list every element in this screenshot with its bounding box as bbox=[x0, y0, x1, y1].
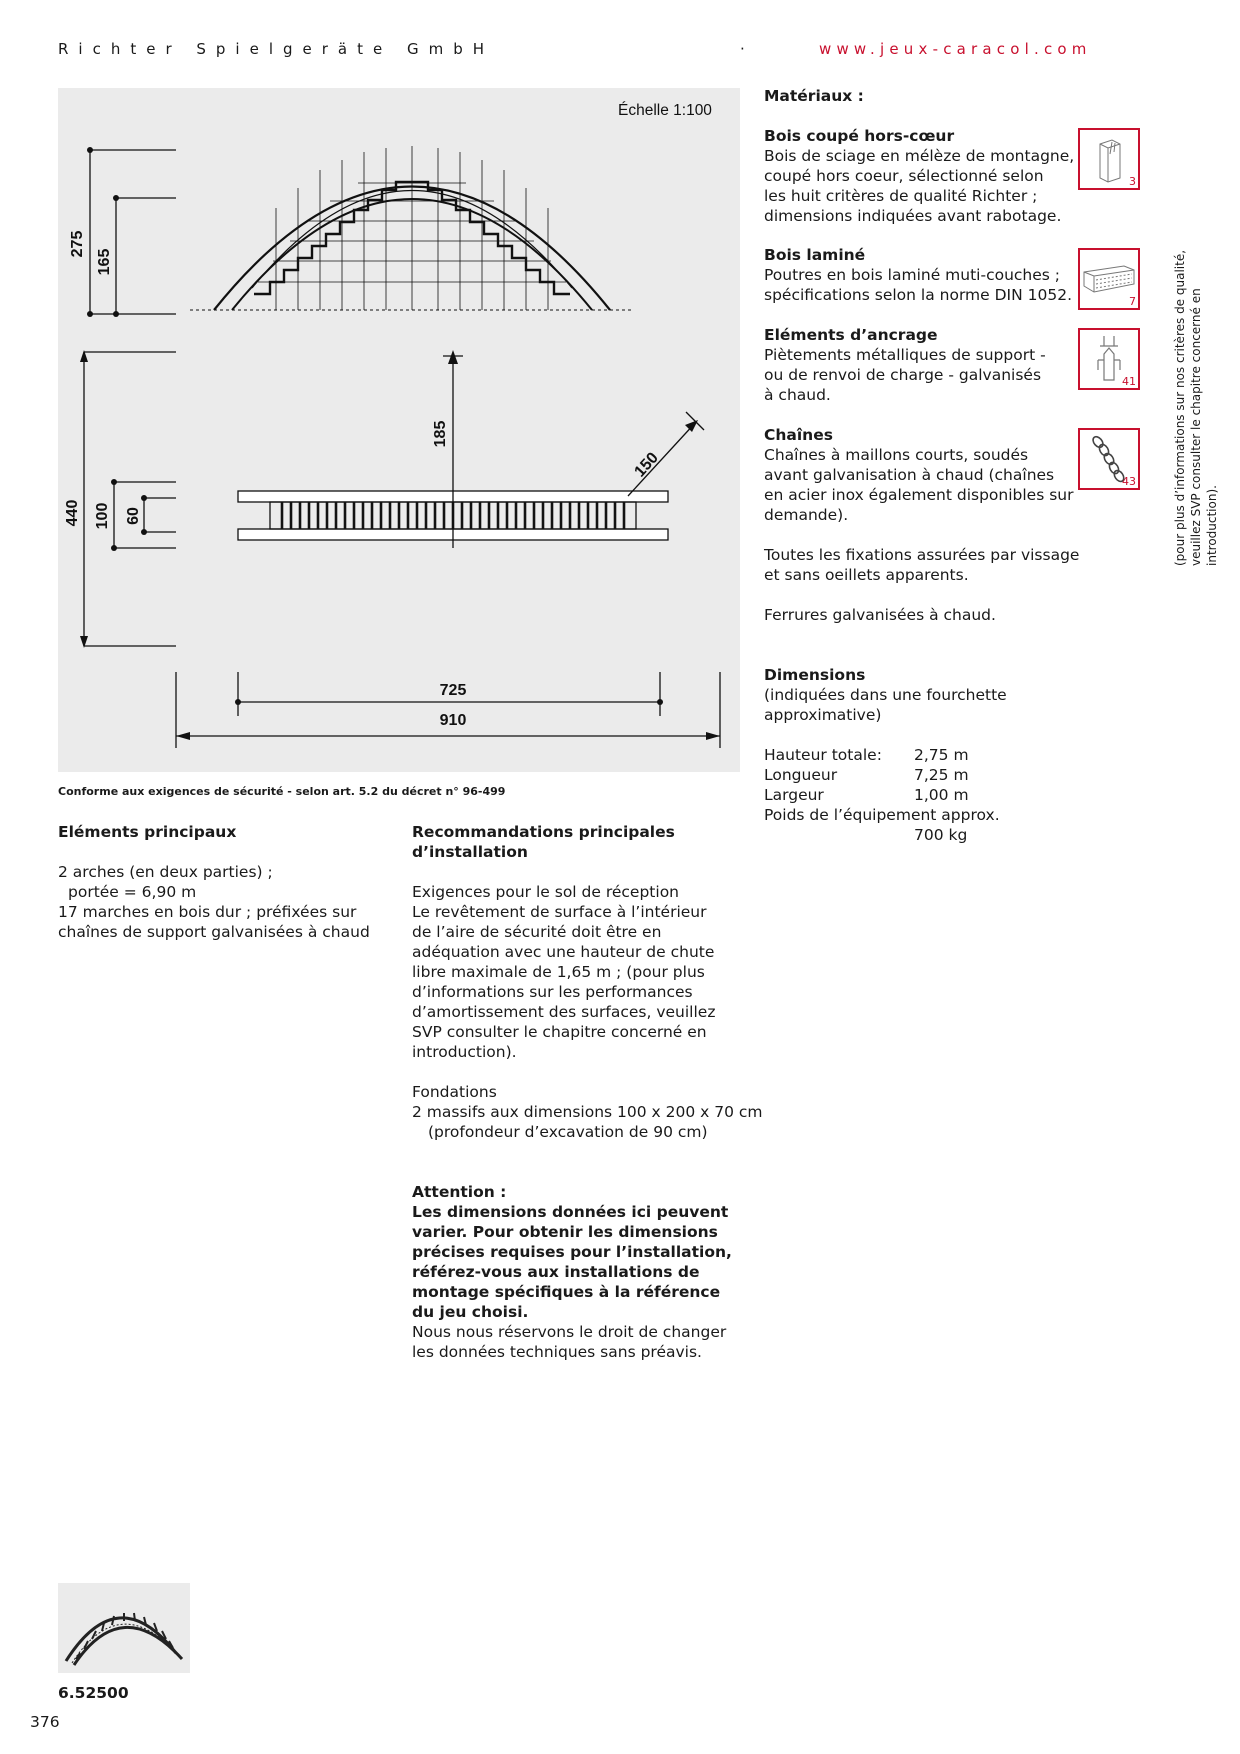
weight-label: Poids de l’équipement approx. bbox=[764, 806, 1000, 824]
dimensions-subtitle: approximative) bbox=[764, 706, 882, 724]
fixings-line: et sans oeillets apparents. bbox=[764, 566, 969, 584]
hardware-note: Ferrures galvanisées à chaud. bbox=[764, 606, 996, 624]
material-line: Chaînes à maillons courts, soudés bbox=[764, 446, 1029, 464]
material-item-laminated bbox=[764, 245, 1072, 305]
dimensions-title: Dimensions bbox=[764, 666, 866, 684]
dimension-label: Longueur bbox=[764, 766, 838, 784]
foundation-line: (profondeur d’excavation de 90 cm) bbox=[428, 1123, 708, 1141]
material-line: dimensions indiquées avant rabotage. bbox=[764, 207, 1062, 225]
dim-275: 275 bbox=[69, 230, 86, 258]
dimension-label: Hauteur totale: bbox=[764, 746, 882, 764]
fixings-note bbox=[764, 545, 1079, 585]
attention-line: Les dimensions données ici peuvent bbox=[412, 1203, 729, 1221]
laminated-beam-icon bbox=[1078, 248, 1140, 310]
material-item-chains bbox=[764, 425, 1074, 525]
material-line: avant galvanisation à chaud (chaînes bbox=[764, 466, 1055, 484]
arch-elevation bbox=[190, 146, 632, 310]
attention-line: précises requises pour l’installation, bbox=[412, 1243, 732, 1261]
icon-number: 43 bbox=[1122, 475, 1136, 488]
icon-number: 3 bbox=[1129, 175, 1136, 188]
plan-dimensions bbox=[84, 352, 176, 646]
material-title: Bois coupé hors-cœur bbox=[764, 127, 955, 145]
material-title: Chaînes bbox=[764, 426, 833, 444]
dimension-value: 1,00 m bbox=[914, 786, 969, 804]
elements-line: 17 marches en bois dur ; préfixées sur bbox=[58, 903, 357, 921]
compliance-note: Conforme aux exigences de sécurité - selon art. 5.2 du décret n° 96-499 bbox=[58, 785, 506, 798]
dimension-value: 2,75 m bbox=[914, 746, 969, 764]
material-line: les huit critères de qualité Richter ; bbox=[764, 187, 1038, 205]
ground-line: d’informations sur les performances bbox=[412, 983, 693, 1001]
technical-drawing bbox=[58, 88, 740, 772]
elevation-dimensions bbox=[90, 150, 176, 314]
dim-150: 150 bbox=[631, 449, 662, 481]
material-line: Bois de sciage en mélèze de montagne, bbox=[764, 147, 1075, 165]
website-link[interactable]: www.jeux-caracol.com bbox=[819, 40, 1092, 58]
material-title: Eléments d’ancrage bbox=[764, 326, 938, 344]
anchor-icon bbox=[1078, 328, 1140, 390]
elements-line: 2 arches (en deux parties) ; bbox=[58, 863, 273, 881]
icon-number: 7 bbox=[1129, 295, 1136, 308]
page-number: 376 bbox=[30, 1713, 60, 1731]
product-thumbnail bbox=[58, 1583, 190, 1673]
fixings-line: Toutes les fixations assurées par vissage bbox=[764, 546, 1080, 564]
attention-line: montage spécifiques à la référence bbox=[412, 1283, 721, 1301]
recommendations-title bbox=[412, 822, 675, 862]
recommendations-title-line: Recommandations principales bbox=[412, 823, 675, 841]
attention-line: varier. Pour obtenir les dimensions bbox=[412, 1223, 718, 1241]
dimension-value: 7,25 m bbox=[914, 766, 969, 784]
chain-icon bbox=[1078, 428, 1140, 490]
dim-60: 60 bbox=[125, 507, 142, 525]
product-code: 6.52500 bbox=[58, 1684, 129, 1702]
side-note-line: (pour plus d’informations sur nos critères de qualité, bbox=[1173, 249, 1187, 566]
attention-block bbox=[412, 1182, 732, 1322]
material-line: spécifications selon la norme DIN 1052. bbox=[764, 286, 1073, 304]
dim-910: 910 bbox=[439, 712, 467, 729]
recommendations-title-line: d’installation bbox=[412, 843, 528, 861]
foundation-line: Fondations bbox=[412, 1083, 497, 1101]
company-name: Richter Spielgeräte GmbH bbox=[58, 40, 495, 58]
material-line: en acier inox également disponibles sur bbox=[764, 486, 1074, 504]
dim-185: 185 bbox=[432, 420, 449, 448]
weight-value: 700 kg bbox=[914, 826, 968, 844]
dimension-row bbox=[764, 785, 1000, 805]
material-line: ou de renvoi de charge - galvanisés bbox=[764, 366, 1042, 384]
attention-line: référez-vous aux installations de bbox=[412, 1263, 700, 1281]
dim-100: 100 bbox=[94, 502, 111, 530]
elements-list bbox=[58, 862, 370, 942]
material-line: à chaud. bbox=[764, 386, 831, 404]
elements-line: portée = 6,90 m bbox=[68, 883, 197, 901]
material-line: Poutres en bois laminé muti-couches ; bbox=[764, 266, 1060, 284]
timber-post-icon bbox=[1078, 128, 1140, 190]
reserve-line: Nous nous réservons le droit de changer bbox=[412, 1323, 727, 1341]
foundation-line: 2 massifs aux dimensions 100 x 200 x 70 cm bbox=[412, 1103, 763, 1121]
dimension-row bbox=[764, 765, 1000, 785]
ground-requirements bbox=[412, 882, 715, 1062]
ground-line: libre maximale de 1,65 m ; (pour plus bbox=[412, 963, 705, 981]
dim-165: 165 bbox=[96, 248, 113, 276]
ground-line: de l’aire de sécurité doit être en bbox=[412, 923, 662, 941]
elements-title: Eléments principaux bbox=[58, 823, 237, 841]
material-item-timber bbox=[764, 126, 1074, 226]
ground-line: Exigences pour le sol de réception bbox=[412, 883, 679, 901]
material-line: demande). bbox=[764, 506, 849, 524]
header-separator: · bbox=[740, 40, 755, 58]
ground-line: Le revêtement de surface à l’intérieur bbox=[412, 903, 707, 921]
ground-line: SVP consulter le chapitre concerné en bbox=[412, 1023, 707, 1041]
material-title: Bois laminé bbox=[764, 246, 866, 264]
ground-line: introduction). bbox=[412, 1043, 517, 1061]
material-line: coupé hors coeur, sélectionné selon bbox=[764, 167, 1044, 185]
material-item-anchor bbox=[764, 325, 1046, 405]
quality-side-note bbox=[1172, 226, 1220, 566]
material-line: Piètements métalliques de support - bbox=[764, 346, 1046, 364]
attention-line: du jeu choisi. bbox=[412, 1303, 529, 1321]
foundations bbox=[412, 1082, 763, 1142]
ground-line: d’amortissement des surfaces, veuillez bbox=[412, 1003, 716, 1021]
dimension-row bbox=[764, 745, 1000, 765]
dim-725: 725 bbox=[439, 682, 467, 699]
dim-440: 440 bbox=[64, 499, 81, 527]
ground-line: adéquation avec une hauteur de chute bbox=[412, 943, 715, 961]
scale-label: Échelle 1:100 bbox=[618, 102, 712, 119]
dimensions-table bbox=[764, 745, 1000, 845]
icon-number: 41 bbox=[1122, 375, 1136, 388]
side-note-line: veuillez SVP consulter le chapitre concerné en introduction). bbox=[1189, 288, 1219, 566]
materials-title: Matériaux : bbox=[764, 87, 864, 105]
dimensions-block bbox=[764, 665, 1007, 725]
elements-line: chaînes de support galvanisées à chaud bbox=[58, 923, 370, 941]
attention-title: Attention : bbox=[412, 1183, 507, 1201]
reserve-note bbox=[412, 1322, 726, 1362]
dimension-label: Largeur bbox=[764, 786, 824, 804]
reserve-line: les données techniques sans préavis. bbox=[412, 1343, 702, 1361]
dimensions-subtitle: (indiquées dans une fourchette bbox=[764, 686, 1007, 704]
